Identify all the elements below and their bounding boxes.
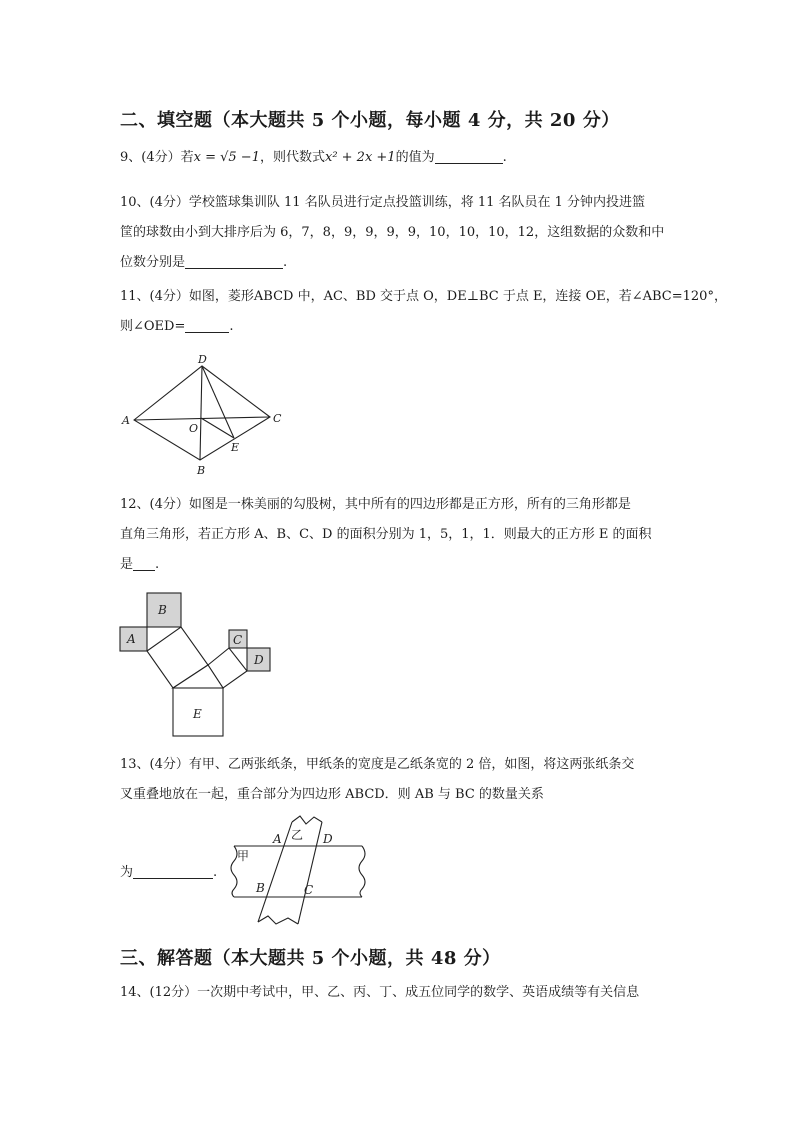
label-b: B [197,464,206,477]
q9-math: x = √5 −1 [193,150,260,165]
label-a: A [273,832,282,846]
label-b: B [256,881,265,895]
label-a: A [122,414,130,427]
label-c: C [304,883,314,897]
q12-end: . [155,557,160,572]
q12-line-3: 是 [120,557,134,572]
q10-line-3: 位数分别是 [120,255,186,270]
q12-line-1: 12、(4分）如图是一株美丽的勾股树，其中所有的四边形都是正方形，所有的三角形都是 [120,497,631,512]
question-10 [120,188,664,278]
q9-end: . [502,150,507,165]
q10-line-2: 筐的球数由小到大排序后为 6，7，8，9，9，9，9，10，10，10，12，这组数据的众数和中 [120,225,665,240]
q12-line-2: 直角三角形，若正方形 A、B、C、D 的面积分别为 1，5，1，1．则最大的正方形 E 的面积 [120,527,652,542]
q13-line-3: 为 [120,865,134,880]
question-9 [120,143,507,173]
label-c: C [273,412,282,425]
q11-line-2: 则∠OED= [120,319,186,334]
diagonal-bd [200,366,202,460]
label-e: E [193,707,202,721]
label-d: D [323,832,333,846]
section-2-title: 二、填空题（本大题共 5 个小题，每小题 4 分，共 20 分） [120,110,620,131]
question-11 [120,282,727,342]
label-e: E [231,441,240,454]
q11-end: . [229,319,234,334]
q13-answer-blank[interactable] [133,864,213,879]
label-d: D [198,353,207,366]
q11-line-1: 11、(4分）如图，菱形ABCD 中，AC、BD 交于点 O，DE⊥BC 于点 E，连接 OE，若∠ABC=120°， [120,289,727,304]
label-a: A [127,632,136,646]
label-yi: 乙 [291,828,304,842]
q9-suffix: 的值为 [395,150,435,165]
question-13 [120,750,634,810]
label-o: O [189,422,199,435]
q12-answer-blank[interactable] [133,556,155,571]
q10-line-1: 10、(4分）学校篮球集训队 11 名队员进行定点投篮训练，将 11 名队员在 1 分钟内投进篮 [120,195,646,210]
rhombus-figure [118,350,293,480]
q13-end: . [213,865,218,880]
q13-answer-line [120,858,217,888]
label-b: B [158,603,167,617]
question-14 [120,978,639,1008]
strip-yi-top-edge [292,816,322,824]
q10-end: . [283,255,288,270]
label-d: D [254,653,264,667]
section-3-title: 三、解答题（本大题共 5 个小题，共 48 分） [120,948,501,969]
q13-line-2: 叉重叠地放在一起，重合部分为四边形 ABCD．则 AB 与 BC 的数量关系 [120,787,544,802]
pythagoras-tree-figure [115,588,280,740]
question-12 [120,490,652,580]
q11-answer-blank[interactable] [185,318,229,333]
q9-expression: x² + 2x +1 [324,150,396,165]
segment-de [202,366,234,438]
q9-prefix: 9、(4分）若 [120,150,194,165]
q13-line-1: 13、(4分）有甲、乙两张纸条，甲纸条的宽度是乙纸条宽的 2 倍，如图，将这两张纸条交 [120,757,635,772]
q9-answer-blank[interactable] [435,149,503,164]
label-c: C [233,633,243,647]
q9-mid: ，则代数式 [259,150,325,165]
label-jia: 甲 [237,849,250,863]
strip-jia-right-edge [359,846,365,897]
q14-line-1: 14、(12分）一次期中考试中，甲、乙、丙、丁、成五位同学的数学、英语成绩等有关信息 [120,985,640,1000]
paper-strips-figure [222,812,382,928]
q10-answer-blank[interactable] [185,254,283,269]
strip-yi-bottom-edge [258,916,298,924]
